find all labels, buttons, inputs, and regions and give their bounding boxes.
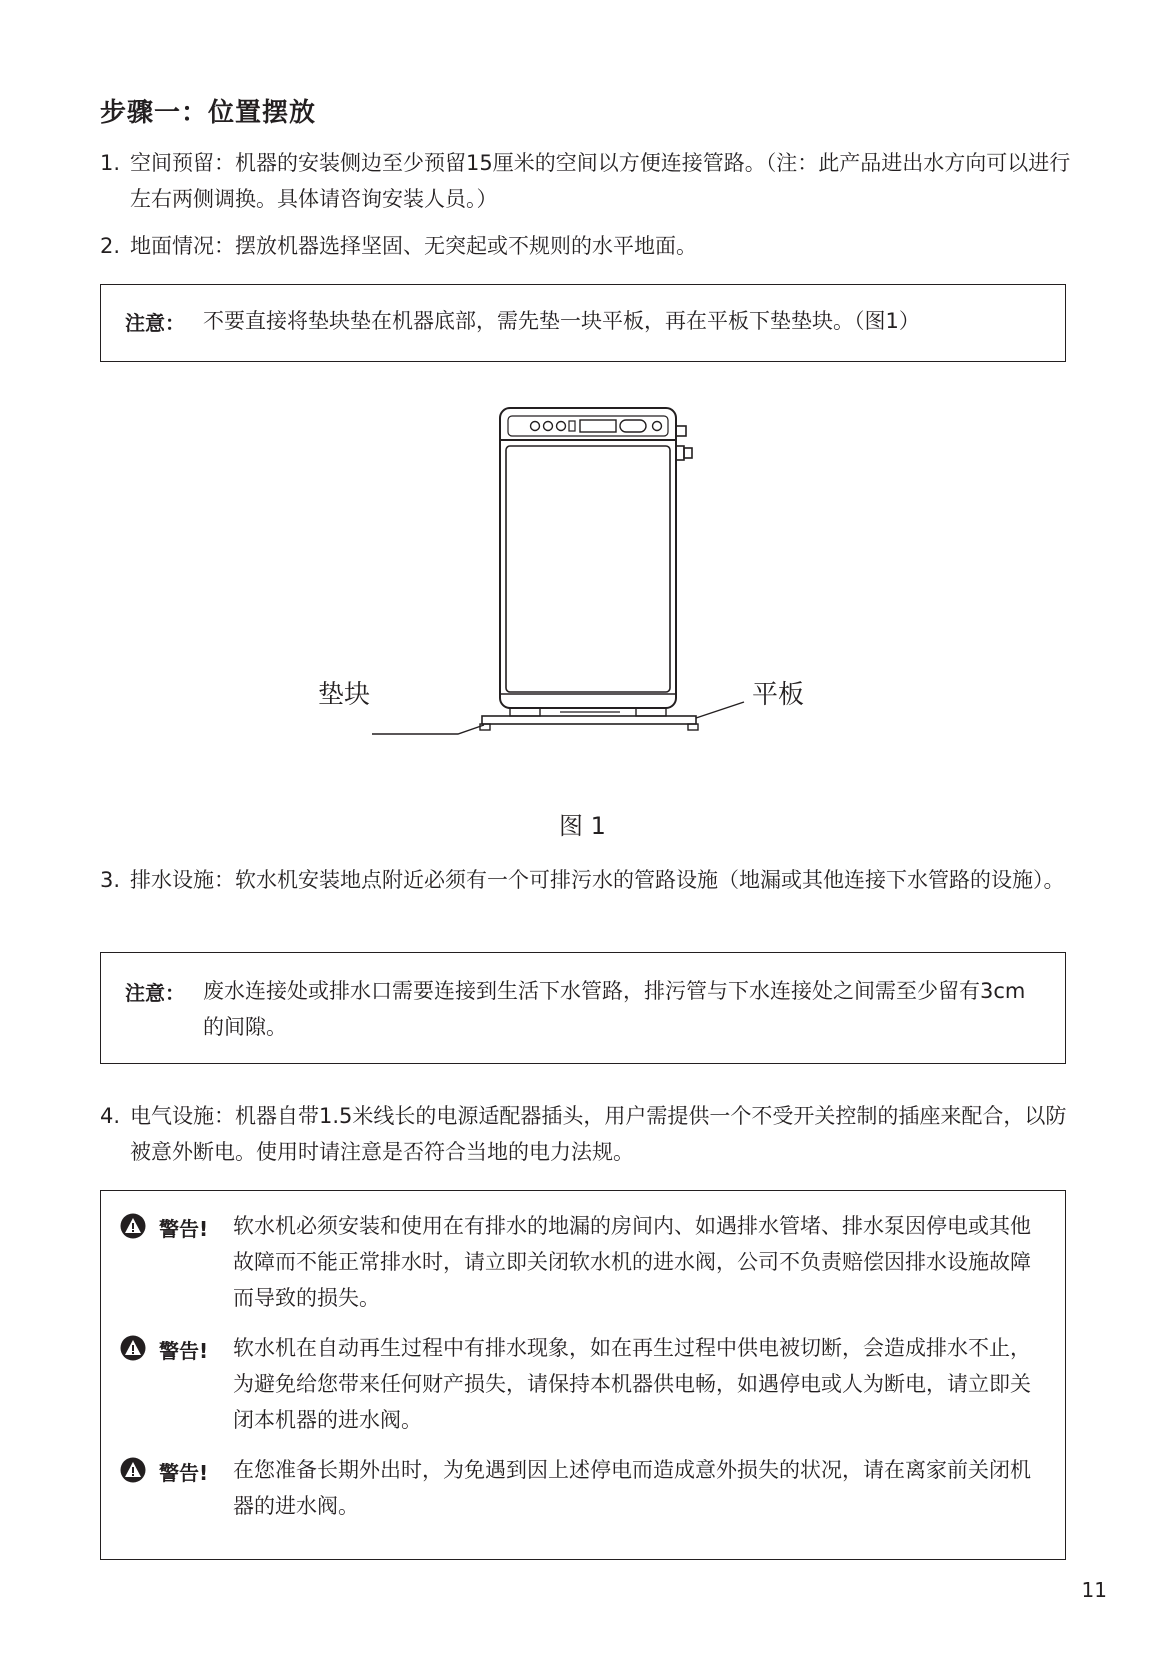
support-pad xyxy=(688,724,698,730)
note-box-pad xyxy=(100,284,1066,362)
note-label: 注意： xyxy=(125,311,185,335)
warning-label: 警告! xyxy=(159,1339,209,1363)
flat-board xyxy=(482,716,696,724)
item-text: 地面情况：摆放机器选择坚固、无突起或不规则的水平地面。 xyxy=(130,234,697,258)
panel-button-icon xyxy=(544,422,553,431)
page-number: 11 xyxy=(1081,1578,1107,1602)
support-pad xyxy=(480,724,490,730)
warning-label: 警告! xyxy=(159,1217,209,1241)
item-number: 3. xyxy=(100,868,121,892)
item-number: 4. xyxy=(100,1104,121,1128)
warning-triangle-icon xyxy=(119,1335,147,1361)
pad-label: 垫块 xyxy=(318,680,371,710)
warning-text: 软水机必须安装和使用在有排水的地漏的房间内、如遇排水管堵、排水泵因停电或其他故障而不能正常排水时，请立即关闭软水机的进水阀，公司不负责赔偿因排水设施故障而导致的损失。 xyxy=(233,1214,1031,1310)
note-label: 注意： xyxy=(125,981,185,1005)
note-text: 不要直接将垫块垫在机器底部，需先垫一块平板，再在平板下垫垫块。（图1） xyxy=(203,309,920,333)
list-item-space xyxy=(100,145,1080,217)
warning-text: 软水机在自动再生过程中有排水现象，如在再生过程中供电被切断，会造成排水不止，为避免给您带来任何财产损失，请保持本机器供电畅，如遇停电或人为断电，请立即关闭本机器的进水阀。 xyxy=(233,1336,1031,1432)
figure-caption: 图 1 xyxy=(559,812,606,840)
item-text: 排水设施：软水机安装地点附近必须有一个可排污水的管路设施（地漏或其他连接下水管路的设施）。 xyxy=(130,868,1065,892)
note-box-drain xyxy=(100,952,1066,1064)
warning-label: 警告! xyxy=(159,1461,209,1485)
board-label: 平板 xyxy=(752,680,805,710)
list-item-drainage xyxy=(100,862,1080,898)
machine-body xyxy=(500,408,676,708)
panel-button-icon xyxy=(557,422,566,431)
item-number: 1. xyxy=(100,151,121,175)
item-text: 电气设施：机器自带1.5米线长的电源适配器插头，用户需提供一个不受开关控制的插座来配合，以防被意外断电。使用时请注意是否符合当地的电力法规。 xyxy=(130,1104,1067,1164)
warning-triangle-icon xyxy=(119,1457,147,1483)
warning-box xyxy=(100,1190,1066,1560)
warning-triangle-icon xyxy=(119,1213,147,1239)
section-heading: 步骤一：位置摆放 xyxy=(100,98,317,128)
panel-button-icon xyxy=(531,422,540,431)
display-screen-icon xyxy=(580,420,616,432)
list-item-ground xyxy=(100,228,1080,264)
figure-machine-on-board xyxy=(318,400,850,770)
machine-illustration xyxy=(330,400,850,770)
warning-text: 在您准备长期外出时，为免遇到因上述停电而造成意外损失的状况，请在离家前关闭机器的进水阀。 xyxy=(233,1458,1031,1518)
note-text: 废水连接处或排水口需要连接到生活下水管路，排污管与下水连接处之间需至少留有3cm的间隙。 xyxy=(203,979,1026,1039)
item-text: 空间预留：机器的安装侧边至少预留15厘米的空间以方便连接管路。（注：此产品进出水方向可以进行左右两侧调换。具体请咨询安装人员。） xyxy=(130,151,1071,211)
item-number: 2. xyxy=(100,234,121,258)
list-item-electrical xyxy=(100,1098,1080,1170)
